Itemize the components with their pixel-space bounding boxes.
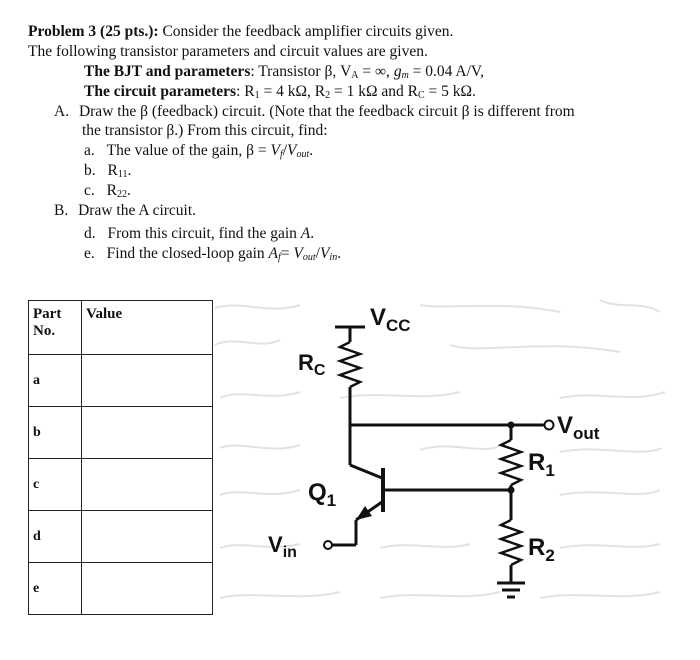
item-c-text: R — [106, 182, 117, 199]
row-part-d: d — [29, 511, 82, 563]
item-e-end: . — [337, 245, 342, 262]
item-a-vf-sub: f — [279, 149, 283, 160]
r2-val: = 1 kΩ and R — [330, 83, 418, 100]
gm-val: = 0.04 A/V, — [408, 63, 485, 80]
item-d-label: d. — [84, 225, 96, 242]
bjt-label: The BJT and parameters — [84, 63, 251, 80]
item-e-eq: = — [280, 245, 294, 262]
vout-terminal — [545, 421, 554, 430]
q1-collector — [350, 465, 382, 478]
col-part-label2: No. — [33, 323, 56, 339]
item-d-text: From this circuit, find the gain — [107, 225, 301, 242]
bjt-values: : Transistor β, V — [250, 63, 352, 80]
item-d-a: A — [300, 225, 311, 242]
item-e-text: Find the closed-loop gain — [106, 245, 269, 262]
r1-resistor — [501, 440, 521, 485]
partA-label: A. — [54, 103, 70, 120]
item-b-text: R — [107, 162, 118, 179]
item-e-af: A — [268, 245, 278, 262]
item-b-label: b. — [84, 162, 96, 179]
q1-label: $Q_1$ — [308, 479, 337, 510]
va-val: = ∞, — [358, 63, 394, 80]
circuit-values: : R — [236, 83, 255, 100]
q1-emitter-arrow — [356, 506, 372, 520]
r1-val: = 4 kΩ, R — [259, 83, 326, 100]
partA-text1: Draw the β (feedback) circuit. (Note that the feedback circuit β is different from — [78, 103, 575, 120]
item-e-label: e. — [84, 245, 95, 262]
item-a-label: a. — [84, 142, 95, 159]
vout-label: $V_{out}$ — [557, 412, 600, 443]
r2-label: $R_2$ — [528, 534, 555, 565]
vin-terminal — [324, 541, 332, 549]
item-a-vf: V — [270, 142, 280, 159]
rc-label: $R_C$ — [298, 350, 326, 379]
gm-sub: m — [401, 70, 409, 81]
problem-intro: Consider the feedback amplifier circuits given. — [158, 23, 454, 40]
item-d-end: . — [310, 225, 315, 242]
r2-sub: 2 — [325, 90, 331, 101]
r1-label: $R_1$ — [528, 449, 555, 480]
item-b-sub: 11 — [117, 169, 128, 180]
va-sub: A — [351, 70, 359, 81]
item-e-vin: V — [319, 245, 330, 262]
vcc-label: $V_{CC}$ — [370, 304, 411, 335]
row-part-e: e — [29, 563, 82, 615]
partB-label: B. — [54, 202, 69, 219]
item-b-end: . — [127, 162, 132, 179]
gm-symbol: g — [393, 63, 402, 80]
rc-val: = 5 kΩ. — [424, 83, 476, 100]
item-a-vout-sub: out — [296, 149, 310, 160]
rc-sub: C — [417, 90, 425, 101]
row-part-a: a — [29, 355, 82, 407]
item-e-vout: V — [293, 245, 303, 262]
rc-resistor — [340, 342, 360, 387]
col-value-header: Value — [82, 301, 213, 355]
circuit-label: The circuit parameters — [84, 83, 237, 100]
item-c-label: c. — [84, 182, 95, 199]
r2-resistor — [501, 520, 521, 565]
item-e-vout-sub: out — [302, 252, 316, 263]
item-a-text: The value of the gain, β = — [106, 142, 271, 159]
item-a-vout: V — [287, 142, 297, 159]
row-part-c: c — [29, 459, 82, 511]
item-c-end: . — [126, 182, 131, 199]
partB-text: Draw the A circuit. — [78, 202, 197, 219]
item-c-sub: 22 — [116, 189, 127, 200]
problem-heading: Problem 3 (25 pts.): — [28, 23, 159, 40]
item-a-slash: / — [282, 142, 288, 159]
item-a-end: . — [309, 142, 314, 159]
col-part-label: Part — [33, 306, 62, 322]
item-e-vin-sub: in — [329, 252, 338, 263]
partA-text2: the transistor β.) From this circuit, find: — [82, 122, 328, 139]
vin-label: $V_{in}$ — [268, 532, 297, 561]
item-e-af-sub: f — [277, 252, 281, 263]
ground-icon — [497, 583, 525, 597]
row-part-b: b — [29, 407, 82, 459]
problem-line2: The following transistor parameters and circuit values are given. — [28, 43, 428, 60]
r1-sub: 1 — [254, 90, 260, 101]
item-e-slash: / — [315, 245, 320, 262]
